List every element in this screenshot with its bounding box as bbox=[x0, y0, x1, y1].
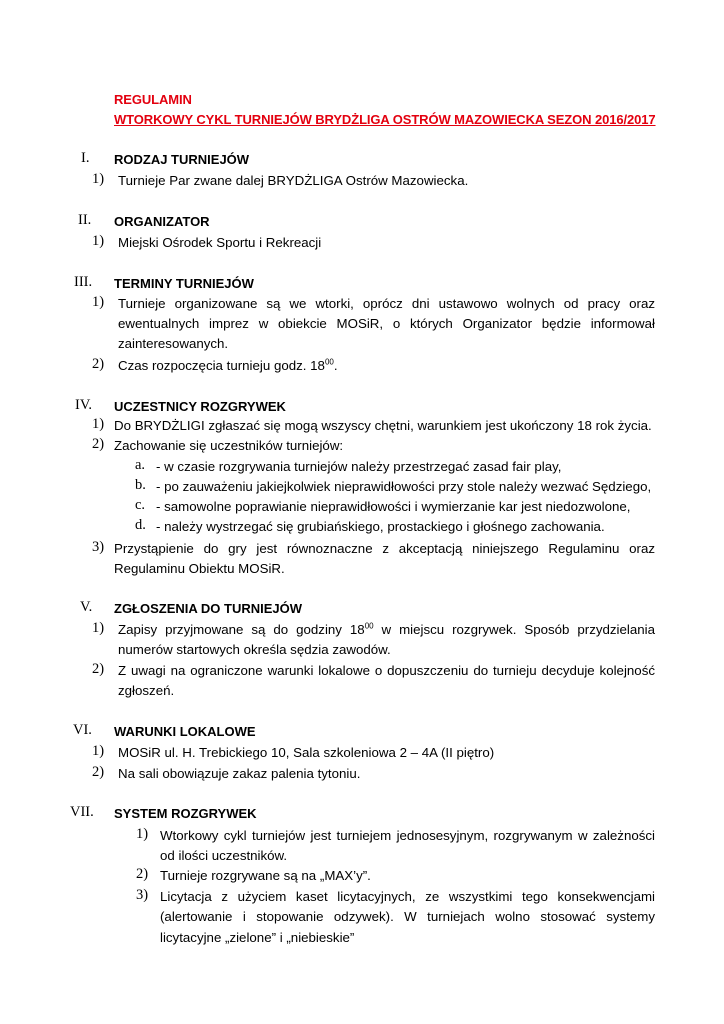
sublist-letter: b. bbox=[135, 477, 146, 493]
list-number: 2) bbox=[92, 764, 105, 780]
list-item-line: Wtorkowy cykl turniejów jest turniejem jednosesyjnym, rozgrywanym w zależności bbox=[160, 828, 655, 843]
list-number: 3) bbox=[92, 539, 105, 555]
time-superscript: 00 bbox=[324, 357, 334, 367]
list-item-line: Turnieje organizowane są we wtorki, oprócz dni ustawowo wolnych od pracy oraz bbox=[118, 296, 655, 311]
list-item-line: od ilości uczestników. bbox=[160, 848, 288, 863]
list-item-line: Regulaminu Obiektu MOSiR. bbox=[114, 561, 285, 576]
list-number: 1) bbox=[92, 743, 105, 759]
list-item-line: Licytacja z użyciem kaset licytacyjnych, ze wszystkimi tego konsekwencjami bbox=[160, 889, 655, 904]
section-heading: ORGANIZATOR bbox=[114, 214, 210, 229]
time-superscript: 00 bbox=[364, 621, 374, 631]
section-number: II. bbox=[78, 212, 92, 228]
list-item bbox=[118, 356, 338, 376]
list-number: 2) bbox=[92, 356, 105, 372]
list-number: 1) bbox=[92, 294, 105, 310]
list-number: 1) bbox=[92, 416, 105, 432]
list-item-line: (alertowanie i stopowanie odzywek). W turniejach wolno stosować systemy bbox=[160, 909, 655, 924]
list-item-line: Z uwagi na ograniczone warunki lokalowe o dopuszczeniu do turnieju decyduje kolejność bbox=[118, 663, 655, 678]
list-item: Turnieje rozgrywane są na „MAX’y”. bbox=[160, 868, 371, 883]
list-number: 2) bbox=[92, 661, 105, 677]
list-item-line: Przystąpienie do gry jest równoznaczne z akceptacją niniejszego Regulaminu oraz bbox=[114, 541, 655, 556]
list-item: Do BRYDŻLIGI zgłaszać się mogą wszyscy chętni, warunkiem jest ukończony 18 rok życia. bbox=[114, 418, 652, 433]
list-item-line: zainteresowanych. bbox=[118, 336, 229, 351]
list-number: 1) bbox=[136, 826, 149, 842]
section-number: VI. bbox=[73, 722, 92, 738]
list-item-line bbox=[118, 620, 655, 640]
item-text-end: . bbox=[333, 358, 338, 373]
sublist-item: - samowolne poprawianie nieprawidłowości i wymierzanie kar jest niedozwolone, bbox=[156, 499, 631, 514]
list-item-line: numerów startowych określa sędzia zawodów. bbox=[118, 642, 391, 657]
list-item-line: zgłoszeń. bbox=[118, 683, 175, 698]
list-number: 1) bbox=[92, 233, 105, 249]
list-item: Na sali obowiązuje zakaz palenia tytoniu. bbox=[118, 766, 361, 781]
section-heading: UCZESTNICY ROZGRYWEK bbox=[114, 399, 286, 414]
sublist-letter: c. bbox=[135, 497, 146, 513]
section-heading: RODZAJ TURNIEJÓW bbox=[114, 152, 250, 167]
sublist-item: - po zauważeniu jakiejkolwiek nieprawidłowości przy stole należy wezwać Sędziego, bbox=[156, 479, 652, 494]
list-item: MOSiR ul. H. Trebickiego 10, Sala szkoleniowa 2 – 4A (II piętro) bbox=[118, 745, 495, 760]
document-subtitle: WTORKOWY CYKL TURNIEJÓW BRYDŻLIGA OSTRÓW MAZOWIECKA SEZON 2016/2017 bbox=[114, 112, 656, 127]
sublist-letter: d. bbox=[135, 517, 146, 533]
item-text: Zapisy przyjmowane są do godziny 18 bbox=[118, 622, 365, 637]
list-number: 1) bbox=[92, 171, 105, 187]
list-item-line: licytacyjne „zielone” i „niebieskie” bbox=[160, 930, 355, 945]
sublist-letter: a. bbox=[135, 457, 146, 473]
section-number: III. bbox=[74, 274, 93, 290]
list-number: 3) bbox=[136, 887, 149, 903]
document-title: REGULAMIN bbox=[114, 92, 192, 107]
section-number: I. bbox=[81, 150, 90, 166]
section-heading: ZGŁOSZENIA DO TURNIEJÓW bbox=[114, 601, 303, 616]
list-item: Turnieje Par zwane dalej BRYDŻLIGA Ostrów Mazowiecka. bbox=[118, 173, 469, 188]
list-number: 1) bbox=[92, 620, 105, 636]
item-text: Czas rozpoczęcia turnieju godz. 18 bbox=[118, 358, 325, 373]
sublist-item: - w czasie rozgrywania turniejów należy przestrzegać zasad fair play, bbox=[156, 459, 562, 474]
section-heading: WARUNKI LOKALOWE bbox=[114, 724, 256, 739]
item-text-end: w miejscu rozgrywek. Sposób przydzielania bbox=[373, 622, 655, 637]
list-number: 2) bbox=[92, 436, 105, 452]
list-item: Miejski Ośrodek Sportu i Rekreacji bbox=[118, 235, 322, 250]
list-item: Zachowanie się uczestników turniejów: bbox=[114, 438, 344, 453]
list-number: 2) bbox=[136, 866, 149, 882]
section-heading: SYSTEM ROZGRYWEK bbox=[114, 806, 257, 821]
section-number: VII. bbox=[70, 804, 94, 820]
section-number: IV. bbox=[75, 397, 93, 413]
list-item-line: ewentualnych imprez w obiekcie MOSiR, o których Organizator będzie informował bbox=[118, 316, 655, 331]
section-number: V. bbox=[80, 599, 93, 615]
sublist-item: - należy wystrzegać się grubiańskiego, prostackiego i głośnego zachowania. bbox=[156, 519, 605, 534]
section-heading: TERMINY TURNIEJÓW bbox=[114, 276, 254, 291]
